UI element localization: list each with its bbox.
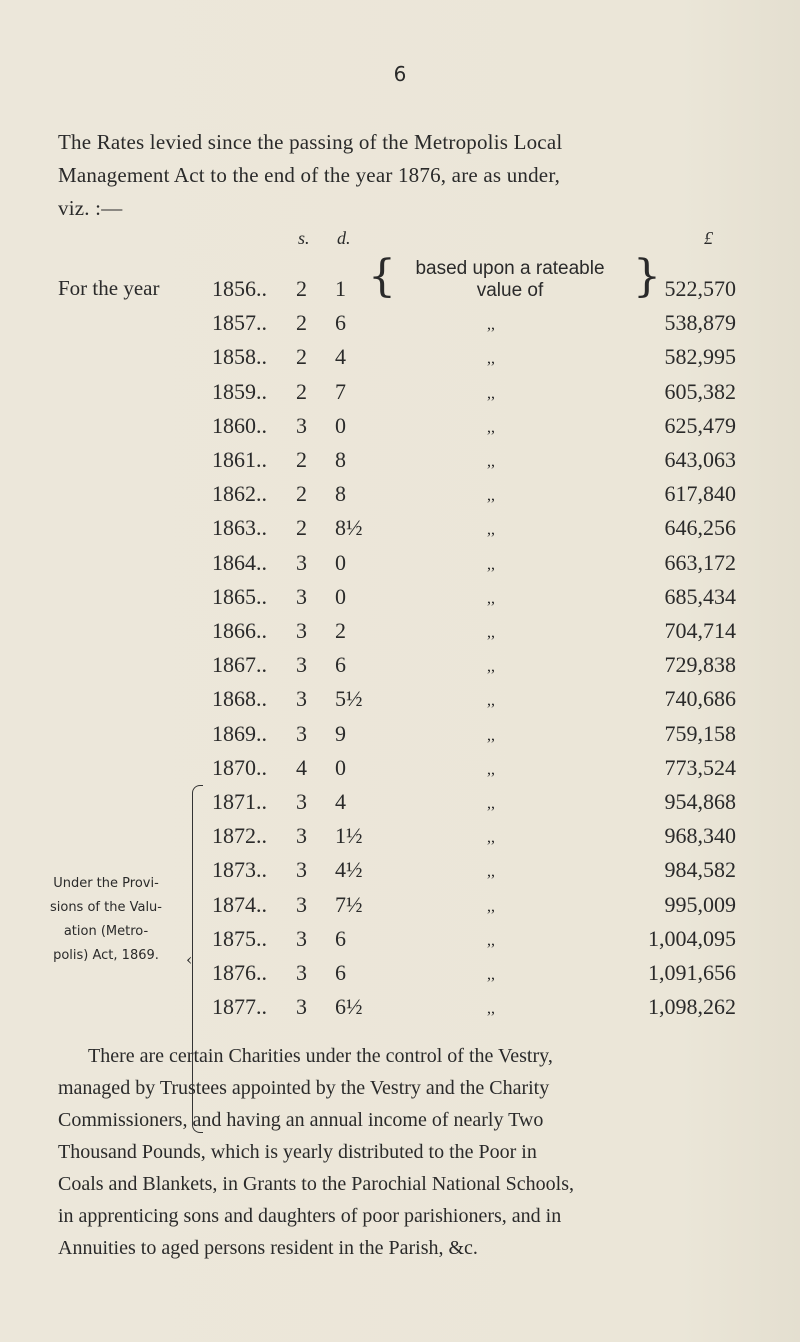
year-cell: 1872.. [212, 823, 267, 849]
rateable-value-cell: 740,686 [664, 686, 736, 712]
shillings-cell: 3 [296, 789, 307, 814]
shillings-cell: 4 [296, 754, 307, 780]
shillings-cell: 3 [296, 925, 307, 951]
ditto-mark: ,, [487, 692, 495, 710]
shillings-cell: 3 [296, 412, 307, 438]
ditto-mark: ,, [487, 658, 495, 676]
pence-cell: 4 [335, 344, 346, 370]
shillings-cell: 3 [296, 857, 307, 883]
pence-cell: 2 [335, 618, 346, 643]
ditto-mark: ,, [487, 1000, 495, 1018]
year-cell: 1875.. [212, 925, 267, 951]
ditto-mark: ,, [487, 863, 495, 881]
pence-cell: 6½ [335, 994, 363, 1020]
pence-cell: 0 [335, 754, 346, 780]
year-cell: 1874.. [212, 891, 267, 917]
year-cell: 1871.. [212, 789, 267, 814]
year-cell: 1858.. [212, 344, 267, 370]
pence-cell: 8 [335, 447, 346, 472]
shillings-cell: 3 [296, 583, 307, 609]
rateable-value-cell: 643,063 [664, 447, 736, 472]
rateable-value-cell: 1,004,095 [648, 925, 736, 951]
charity-line: managed by Trustees appointed by the Vestry and the Charity [58, 1077, 550, 1099]
year-cell: 1876.. [212, 960, 267, 985]
ditto-mark: ,, [487, 316, 495, 334]
rate-row [0, 481, 800, 515]
rate-row [0, 755, 800, 789]
pence-cell: 1½ [335, 823, 363, 849]
rate-row [0, 379, 800, 413]
side-note-line: sions of the Valu- [49, 900, 162, 915]
page-number: 6 [393, 62, 407, 86]
for-the-year-label: For the year [58, 276, 160, 300]
rate-row [0, 618, 800, 652]
rateable-value-cell: 1,091,656 [648, 960, 736, 985]
shillings-cell: 2 [296, 447, 307, 472]
pence-cell: 8½ [335, 515, 363, 541]
pence-cell: 0 [335, 549, 346, 575]
right-brace: } [633, 251, 661, 302]
rateable-value-cell: 617,840 [664, 481, 736, 507]
rate-row [0, 276, 800, 310]
ditto-mark: ,, [487, 624, 495, 641]
rateable-value-cell: 605,382 [664, 378, 736, 404]
rate-row [0, 584, 800, 618]
left-brace: { [368, 251, 396, 302]
intro-paragraph [58, 126, 770, 225]
rateable-value-cell: 646,256 [664, 515, 736, 541]
year-cell: 1870.. [212, 754, 267, 780]
year-cell: 1864.. [212, 549, 267, 575]
shillings-cell: 3 [296, 686, 307, 712]
shillings-cell: 2 [296, 276, 307, 301]
rateable-value-cell: 582,995 [664, 344, 736, 370]
intro-line: Management Act to the end of the year 1876, are as under, [58, 163, 561, 187]
year-cell: 1857.. [212, 310, 267, 336]
charity-line: Annuities to aged persons resident in the Parish, &c. [58, 1237, 478, 1259]
shillings-cell: 2 [296, 378, 307, 404]
ditto-mark: ,, [487, 521, 495, 539]
ditto-mark: ,, [487, 795, 495, 812]
ditto-mark: ,, [487, 384, 495, 402]
year-cell: 1861.. [212, 447, 267, 472]
year-cell: 1865.. [212, 583, 267, 609]
ditto-mark: ,, [487, 487, 495, 505]
intro-line: viz. :— [58, 196, 123, 220]
ditto-mark: ,, [487, 555, 495, 573]
year-cell: 1873.. [212, 857, 267, 883]
year-cell: 1860.. [212, 412, 267, 438]
ditto-mark: ,, [487, 350, 495, 368]
rateable-value-cell: 984,582 [664, 857, 736, 883]
shillings-cell: 2 [296, 481, 307, 507]
year-cell: 1862.. [212, 481, 267, 507]
pence-cell: 4½ [335, 857, 363, 883]
ditto-mark: ,, [487, 726, 495, 744]
pence-cell: 6 [335, 652, 346, 678]
shillings-cell: 3 [296, 891, 307, 917]
year-cell: 1856.. [212, 276, 267, 301]
side-bracket-tip: ‹ [186, 950, 193, 969]
ditto-mark: ,, [487, 760, 495, 778]
ditto-mark: ,, [487, 966, 495, 983]
year-cell: 1867.. [212, 652, 267, 678]
rateable-value-cell: 625,479 [664, 412, 736, 438]
year-cell: 1877.. [212, 994, 267, 1020]
rateable-value-cell: 729,838 [664, 652, 736, 678]
year-cell: 1866.. [212, 618, 267, 643]
shillings-cell: 3 [296, 549, 307, 575]
pound-header: £ [704, 228, 713, 248]
pence-cell: 7½ [335, 891, 363, 917]
rate-row [0, 310, 800, 344]
shillings-cell: 3 [296, 994, 307, 1020]
rate-row [0, 994, 800, 1028]
side-note-line: ation (Metro- [63, 924, 149, 939]
charity-line: Commissioners, and having an annual income of nearly Two [58, 1109, 544, 1131]
shillings-cell: 2 [296, 310, 307, 336]
pence-cell: 7 [335, 378, 346, 404]
rate-row [0, 550, 800, 584]
rate-row [0, 515, 800, 549]
rateable-value-cell: 538,879 [664, 310, 736, 336]
charity-line: in apprenticing sons and daughters of poor parishioners, and in [58, 1205, 562, 1227]
charity-line: There are certain Charities under the control of the Vestry, [88, 1045, 553, 1067]
side-note-line: Under the Provi- [53, 876, 159, 891]
year-cell: 1863.. [212, 515, 267, 541]
pence-cell: 6 [335, 960, 346, 985]
ditto-mark: ,, [487, 418, 495, 436]
shillings-cell: 2 [296, 515, 307, 541]
rate-row [0, 652, 800, 686]
ditto-mark: ,, [487, 453, 495, 470]
rateable-value-cell: 759,158 [664, 720, 736, 746]
ditto-mark: ,, [487, 931, 495, 949]
rate-row [0, 413, 800, 447]
charity-line: Thousand Pounds, which is yearly distributed to the Poor in [58, 1141, 537, 1163]
pence-cell: 9 [335, 720, 346, 746]
pence-cell: 6 [335, 310, 346, 336]
shillings-cell: 3 [296, 618, 307, 643]
pence-cell: 0 [335, 412, 346, 438]
side-note-line: polis) Act, 1869. [53, 948, 159, 963]
charity-paragraph [58, 1040, 770, 1264]
rateable-value-cell: 954,868 [664, 789, 736, 814]
rateable-value-cell: 522,570 [664, 276, 736, 301]
year-cell: 1868.. [212, 686, 267, 712]
rate-row [0, 447, 800, 481]
year-cell: 1869.. [212, 720, 267, 746]
based-upon-line: value of [476, 280, 544, 301]
pence-cell: 6 [335, 925, 346, 951]
pence-cell: 5½ [335, 686, 363, 712]
rate-row [0, 344, 800, 378]
shillings-cell: 3 [296, 652, 307, 678]
rate-row [0, 789, 800, 823]
rateable-value-cell: 968,340 [664, 823, 736, 849]
pence-header: d. [337, 228, 351, 248]
intro-line: The Rates levied since the passing of the Metropolis Local [58, 130, 563, 154]
rate-row [0, 721, 800, 755]
shillings-header: s. [298, 228, 310, 248]
year-cell: 1859.. [212, 378, 267, 404]
rateable-value-cell: 1,098,262 [648, 994, 736, 1020]
rate-row [0, 823, 800, 857]
shillings-cell: 3 [296, 960, 307, 985]
ditto-mark: ,, [487, 829, 495, 847]
shillings-cell: 2 [296, 344, 307, 370]
pence-cell: 4 [335, 789, 346, 814]
pence-cell: 1 [335, 276, 346, 301]
rateable-value-cell: 995,009 [664, 891, 736, 917]
pence-cell: 0 [335, 583, 346, 609]
rateable-value-cell: 704,714 [664, 618, 736, 643]
ditto-mark: ,, [487, 589, 495, 607]
charity-line: Coals and Blankets, in Grants to the Parochial National Schools, [58, 1173, 575, 1195]
pence-cell: 8 [335, 481, 346, 507]
valuation-act-note [24, 872, 188, 968]
rateable-value-cell: 663,172 [664, 549, 736, 575]
rateable-value-cell: 685,434 [664, 583, 736, 609]
based-upon-line: based upon a rateable [415, 258, 605, 279]
shillings-cell: 3 [296, 823, 307, 849]
ditto-mark: ,, [487, 897, 495, 915]
rateable-value-cell: 773,524 [664, 754, 736, 780]
rate-row [0, 686, 800, 720]
shillings-cell: 3 [296, 720, 307, 746]
